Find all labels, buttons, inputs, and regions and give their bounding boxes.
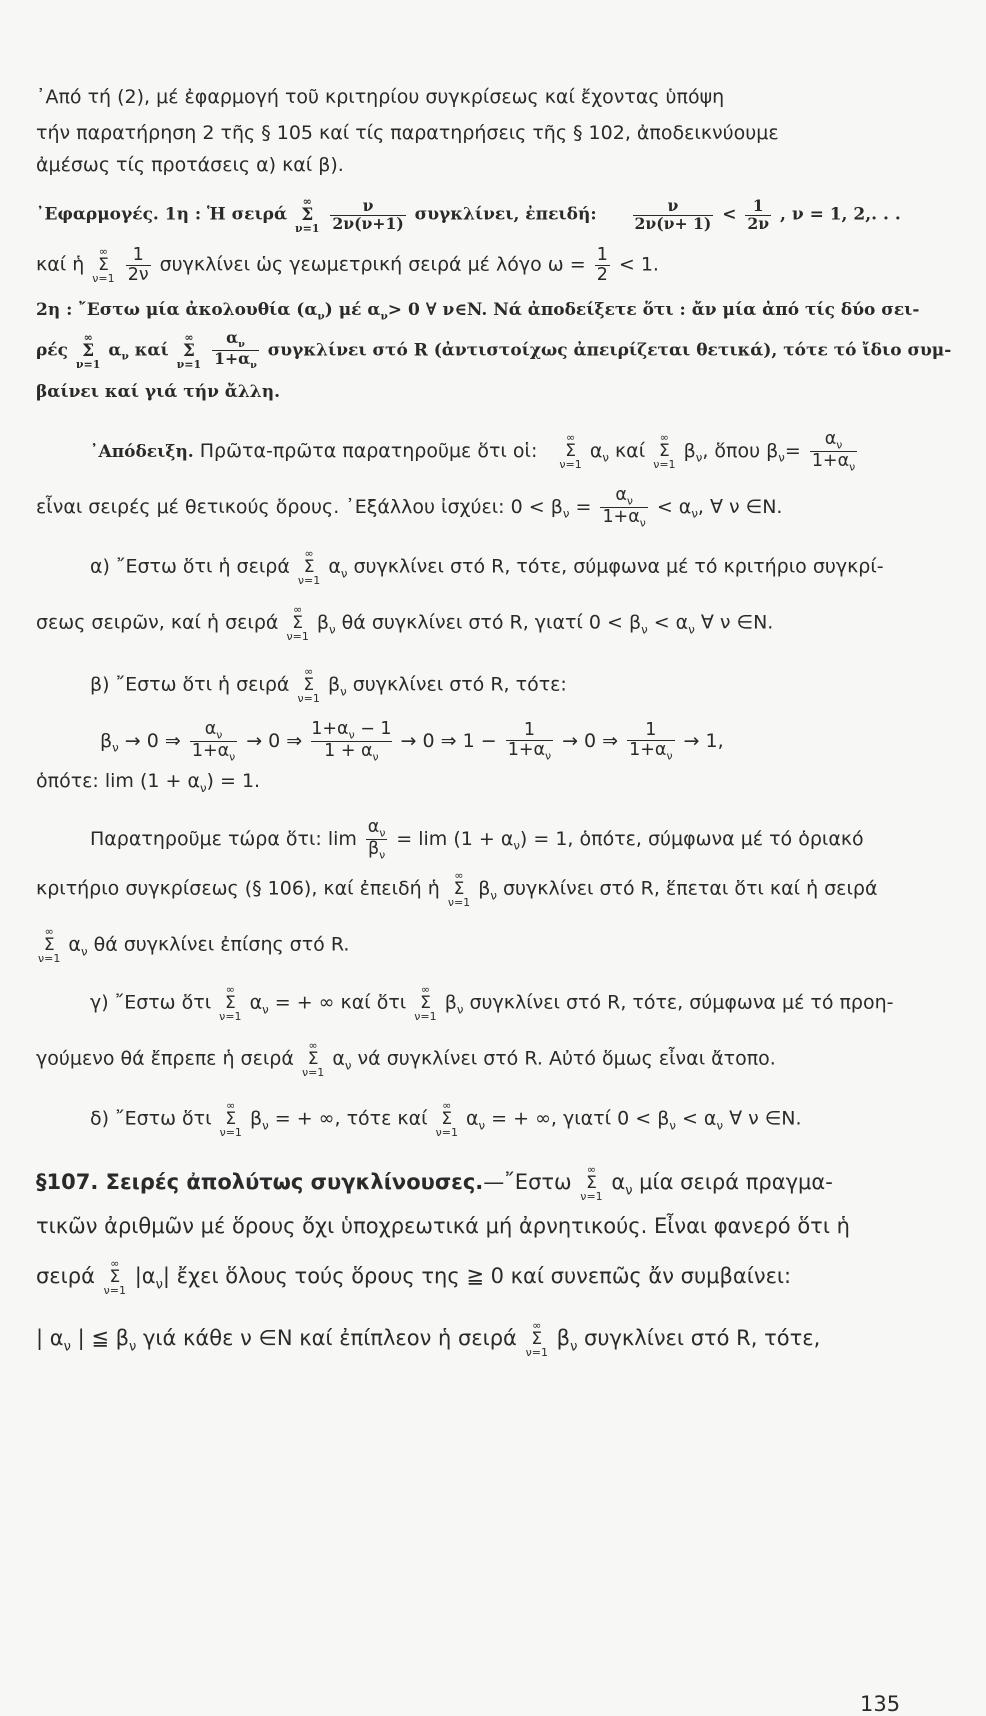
applications-line-2: καί ἡ ∞ Σ ν=1 $\frac{1}{2\nu}$ συγκλίνει ὡς γεωμετρική σειρά μέ λόγο ω = $\frac{1}{2}$ < 1.	[36, 245, 659, 286]
case-alpha-line-2: σεως σειρῶν, καί ἡ σειρά ∞ Σ ν=1 $\beta_\nu$ θά συγκλίνει στό R, γιατί $0 < \beta_\nu < \alpha_\nu$ ∀ ν ∈N.	[36, 603, 774, 644]
applications-line-1: ᾿Εφαρμογές. 1η : Ἡ σειρά ∞ Σ ν=1 $\frac{\nu}{2\nu(\nu+1)}$ συγκλίνει, ἐπειδή: $\frac{\nu}{2\nu(\nu+ 1)}$ < $\frac{1}{2\nu}$ , ν = 1, 2,. . .	[36, 195, 901, 236]
case-beta-line-1: β) ῎Εστω ὅτι ἡ σειρά ∞ Σ ν=1 $\beta_\nu$ συγκλίνει στό R, τότε:	[90, 665, 567, 706]
page-number: 135	[860, 1692, 901, 1716]
section-title: §107. Σειρές ἀπολύτως συγκλίνουσες.	[36, 1170, 484, 1195]
text-line: τήν παρατήρηση 2 τῆς § 105 καί τίς παρατηρήσεις τῆς § 102, ἀποδεικνύουμε	[36, 122, 779, 144]
case-delta-line: δ) ῎Εστω ὅτι ∞ Σ ν=1 $\beta_\nu$ = + ∞, τότε καί ∞ Σ ν=1 $\alpha_\nu$ = + ∞, γιατί $0 < \beta_\nu < \alpha_\nu$ ∀ ν ∈N.	[90, 1099, 802, 1140]
text-line: τικῶν ἀριθμῶν μέ ὅρους ὄχι ὑποχρεωτικά μή ἀρνητικούς. Εἶναι φανερό ὅτι ἡ	[36, 1214, 850, 1238]
section-107-heading: §107. Σειρές ἀπολύτως συγκλίνουσες.—῎Εστω ∞ Σ ν=1 $\alpha_\nu$ μία σειρά πραγμα-	[36, 1163, 833, 1204]
case-gamma-line-1: γ) ῎Εστω ὅτι ∞ Σ ν=1 $\alpha_\nu$ = + ∞ καί ὅτι ∞ Σ ν=1 $\beta_\nu$ συγκλίνει στό R, τότε, σύμφωνα μέ τό προη-	[90, 983, 894, 1024]
case-gamma-line-2: γούμενο θά ἔπρεπε ἡ σειρά ∞ Σ ν=1 $\alpha_\nu$ νά συγκλίνει στό R. Αὐτό ὅμως εἶναι ἄτοπο.	[36, 1039, 776, 1080]
criterion-line: κριτήριο συγκρίσεως (§ 106), καί ἐπειδή ἡ ∞ Σ ν=1 $\beta_\nu$ συγκλίνει στό R, ἕπεται ὅτι καί ἡ σειρά	[36, 869, 878, 910]
exercise-2-line-1: 2η : ῎Εστω μία ἀκολουθία $(\alpha_\nu)$ μέ $\alpha_\nu> 0$ ∀ ν∈N. Νά ἀποδείξετε ὅτι : ἄν μία ἀπό τίς δύο σει-	[36, 300, 920, 323]
text-line: | $\alpha_\nu$ | ≦ $\beta_\nu$ γιά κάθε ν ∈N καί ἐπίπλεον ἡ σειρά ∞ Σ ν=1 $\beta_\nu$ συγκλίνει στό R, τότε,	[36, 1319, 821, 1360]
case-alpha-line-1: α) ῎Εστω ὅτι ἡ σειρά ∞ Σ ν=1 $\alpha_\nu$ συγκλίνει στό R, τότε, σύμφωνα μέ τό κριτήριο συγκρί-	[90, 547, 884, 588]
exercise-2-line-3: βαίνει καί γιά τήν ἄλλη.	[36, 382, 281, 402]
text-line: σειρά ∞ Σ ν=1 $|\alpha_\nu|$ ἔχει ὅλους τούς ὅρους της ≧ 0 καί συνεπῶς ἄν συμβαίνει:	[36, 1257, 792, 1298]
ratio-limit-line: Παρατηροῦμε τώρα ὅτι: lim $\frac{\alpha_\nu}{\beta_\nu}$ = $\lim (1 + \alpha_\nu) = 1$, ὁπότε, σύμφωνα μέ τό ὁριακό	[90, 817, 864, 862]
positive-terms-line: εἶναι σειρές μέ θετικούς ὅρους. ᾿Εξάλλου ἰσχύει: $0 < \beta_\nu$ = $\frac{\alpha_\nu}{1+\alpha_\nu}$ < $\alpha_\nu$, ∀ ν ∈N.	[36, 485, 783, 530]
limit-line: ὁπότε: $\lim (1 + \alpha_\nu) = 1$.	[36, 770, 261, 795]
text-line: ᾿Από τή (2), μέ ἐφαρμογή τοῦ κριτηρίου συγκρίσεως καί ἔχοντας ὑπόψη	[36, 86, 725, 108]
exercise-2-line-2: ρές ∞ Σ ν=1 $\alpha_\nu$ καί ∞ Σ ν=1 $\frac{\alpha_\nu}{1+\alpha_\nu}$ συγκλίνει στό R (ἀντιστοίχως ἀπειρίζεται θετικά), τότε τό ἴδιο συμ-	[36, 328, 952, 372]
also-converges-line: ∞ Σ ν=1 $\alpha_\nu$ θά συγκλίνει ἐπίσης στό R.	[38, 925, 350, 966]
proof-line: ᾿Απόδειξη. Πρῶτα-πρῶτα παρατηροῦμε ὅτι οἱ: ∞ Σ ν=1 $\alpha_\nu$ καί ∞ Σ ν=1 $\beta_\nu$, ὅπου $\beta_\nu=$ $\frac{\alpha_\nu}{1+\alpha_\nu}$	[90, 429, 856, 474]
text-line: ἀμέσως τίς προτάσεις α) καί β).	[36, 154, 344, 176]
beta-chain-equation: $\beta_\nu \to 0$ ⇒ $\frac{\alpha_\nu}{1+\alpha_\nu}$ → 0 ⇒ $\frac{1+\alpha_\nu - 1}{1 + \alpha_\nu}$ → 0 ⇒ 1 − $\frac{1}{1+\alpha_\nu}$ → 0 ⇒ $\frac{1}{1+\alpha_\nu}$ → 1,	[100, 719, 724, 764]
